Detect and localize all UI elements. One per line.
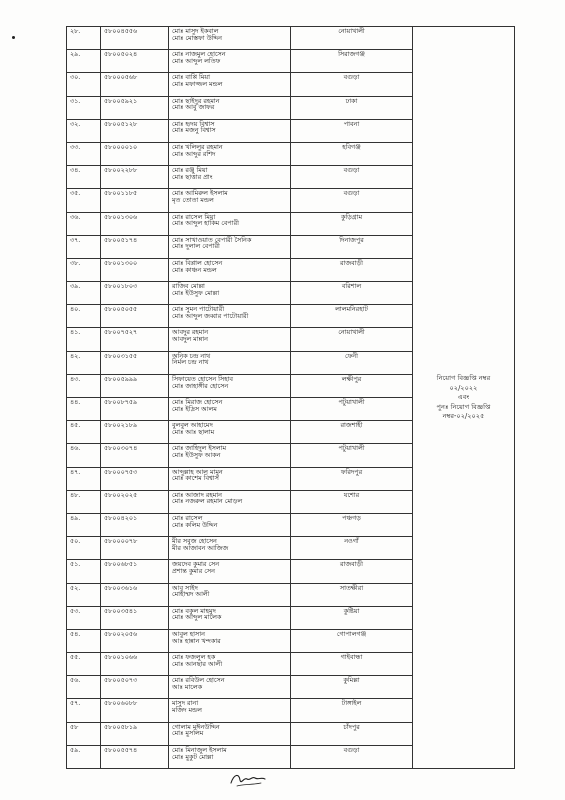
serial-cell: ৩২. <box>67 119 101 142</box>
candidate-name: সিফায়েত হোসেন সিহাব <box>172 374 233 383</box>
serial-cell: ৫৬. <box>67 676 101 699</box>
serial-cell: ৩৯. <box>67 282 101 305</box>
name-cell <box>169 745 291 768</box>
roll-cell: ৫৮০০৫৯২১ <box>101 96 169 119</box>
candidate-name: মোঃ জাহিদুল ইসলাম <box>172 444 227 453</box>
district-cell: লক্ষীপুর <box>291 374 413 397</box>
name-cell <box>169 351 291 374</box>
candidate-name: মোঃ বাপ্পি মিয়া <box>172 73 211 82</box>
roll-cell: ৫৮০০৫৯৯৯ <box>101 374 169 397</box>
serial-cell: ৩৭. <box>67 235 101 258</box>
name-cell <box>169 258 291 281</box>
father-name: মোঃ নজরুল রহমান মোড়ল <box>172 497 243 506</box>
father-name: মোঃ কাঞ্চন মন্ডল <box>172 265 217 274</box>
name-cell <box>169 606 291 629</box>
name-cell <box>169 96 291 119</box>
serial-cell: ৫৩. <box>67 606 101 629</box>
district-cell: পঞ্চগড় <box>291 513 413 536</box>
serial-cell: ৪২. <box>67 351 101 374</box>
name-cell <box>169 27 291 50</box>
candidate-name: মোঃ ফজলুল হক <box>172 653 216 662</box>
candidate-name: মোঃ বিপ্লাল হোসেন <box>172 258 223 267</box>
district-cell: নওগাঁ <box>291 537 413 560</box>
serial-cell: ২৮. <box>67 27 101 50</box>
father-name: মোঃ দুলাল বেপারী <box>172 242 220 251</box>
candidate-name: আবুল হাসান <box>172 629 205 638</box>
district-cell: গাইবান্ধা <box>291 653 413 676</box>
name-cell <box>169 189 291 212</box>
name-cell <box>169 676 291 699</box>
district-cell: ঢাকা <box>291 96 413 119</box>
roll-cell: ৫৮০০৩১৫৫ <box>101 351 169 374</box>
father-name: মোঃ কলিম উদ্দিন <box>172 520 218 529</box>
roll-cell: ৫৮০০১১৮৫ <box>101 189 169 212</box>
name-cell <box>169 444 291 467</box>
district-cell: ফরিদপুর <box>291 467 413 490</box>
district-cell: পটুয়াখালী <box>291 444 413 467</box>
name-cell <box>169 305 291 328</box>
serial-cell: ৫০. <box>67 537 101 560</box>
serial-cell: ৪৯. <box>67 513 101 536</box>
district-cell: বরিশাল <box>291 282 413 305</box>
district-cell: পটুয়াখালী <box>291 398 413 421</box>
district-cell: বগুড়া <box>291 189 413 212</box>
candidate-table <box>66 26 515 769</box>
serial-cell: ৪৫. <box>67 421 101 444</box>
candidate-name: মোঃ আজাদ রহমান <box>172 490 222 499</box>
serial-cell: ৪৬. <box>67 444 101 467</box>
candidate-name: মোঃ ছাইদুর রহমান <box>172 96 220 105</box>
district-cell: রাজবাড়ী <box>291 258 413 281</box>
candidate-name: মাসুদ রানা <box>172 699 199 708</box>
roll-cell: ৫৮০০০০১০ <box>101 142 169 165</box>
roll-cell: ৫৮০০২১৮৯ <box>101 421 169 444</box>
note-line5: নম্বর-০২/২০২৫ <box>442 412 485 421</box>
serial-cell: ৫৮ <box>67 722 101 745</box>
roll-cell: ৫৮০০০০৭৮ <box>101 537 169 560</box>
name-cell <box>169 142 291 165</box>
roll-cell: ৫৮০০০৭৫৩ <box>101 467 169 490</box>
roll-cell: ৫৮০০৩৬১৬ <box>101 583 169 606</box>
roll-cell: ৫৮০০৩০৭৪ <box>101 444 169 467</box>
father-name: মোঃ ইউসুফ আকন <box>172 451 221 460</box>
name-cell <box>169 328 291 351</box>
serial-cell: ৩১. <box>67 96 101 119</box>
father-name: আঃ হান্নান খন্দকার <box>172 636 221 645</box>
serial-cell: ৪৪. <box>67 398 101 421</box>
father-name: আঃ মালেক <box>172 682 203 691</box>
margin-dot <box>12 36 15 39</box>
roll-cell: ৫৮০০০৫৬৮ <box>101 73 169 96</box>
father-name: মোঃ মোস্তফা উদ্দিন <box>172 33 222 42</box>
district-cell: দিনাজপুর <box>291 235 413 258</box>
father-name: আবদুল মান্নান <box>172 335 208 344</box>
candidate-name: বুলবুল আহামেদ <box>172 421 213 430</box>
roll-cell: ৫৮০০২২৮৮ <box>101 166 169 189</box>
father-name: মোঃ কাশেম বিশ্বাস <box>172 474 219 483</box>
candidate-name: মোঃ সাখাওয়াত বেপারী সৈনিক <box>172 235 252 244</box>
serial-cell: ৩৫. <box>67 189 101 212</box>
name-cell <box>169 583 291 606</box>
table-row <box>67 27 515 50</box>
candidate-name: মোঃ মাসুদ ইকবাল <box>172 27 219 35</box>
candidate-name: মোঃ আমিরুল ইসলাম <box>172 189 228 198</box>
roll-cell: ৫৮০০১৮০৩ <box>101 282 169 305</box>
father-name: মোঃ জাহাঙ্গীর হোসেন <box>172 381 229 390</box>
serial-cell: ৩০. <box>67 73 101 96</box>
district-cell: রাজশাহী <box>291 421 413 444</box>
father-name: মোঃ আব্দুল লতিফ <box>172 56 221 65</box>
signature-mark <box>228 768 268 790</box>
roll-cell: ৫৮০০৫১২৮ <box>101 119 169 142</box>
name-cell <box>169 212 291 235</box>
roll-cell: ৫৮০০৫০২৪ <box>101 50 169 73</box>
district-cell: টাঙ্গাইল <box>291 699 413 722</box>
father-name: মোঃ মুকুট মোল্লা <box>172 752 214 761</box>
father-name: মোঃ আঃ ছালাম <box>172 427 215 436</box>
district-cell: কুড়িগ্রাম <box>291 212 413 235</box>
roll-cell: ৫৮০০৮৭৫৯ <box>101 398 169 421</box>
district-cell: সিরাজগঞ্জ <box>291 50 413 73</box>
candidate-name: জয়দেব কুমার সেন <box>172 560 220 569</box>
name-cell <box>169 73 291 96</box>
name-cell <box>169 722 291 745</box>
candidate-name: মোঃ নাজমুল হোসেন <box>172 50 226 59</box>
name-cell <box>169 398 291 421</box>
candidate-table-body <box>67 27 515 769</box>
district-cell: লালমনিরহাট <box>291 305 413 328</box>
father-name: মোঃ ইদ্রিস আলম <box>172 404 217 413</box>
candidate-name: অনিক চন্দ্র নাথ <box>172 351 211 360</box>
father-name: নির্মল চন্দ্র নাথ <box>172 358 209 367</box>
father-name: মোহাম্মদ আলী <box>172 590 210 599</box>
name-cell <box>169 537 291 560</box>
serial-cell: ৪১. <box>67 328 101 351</box>
father-name: মোঃ আব্দুল জব্বার পাটোয়ারী <box>172 311 249 320</box>
name-cell <box>169 166 291 189</box>
candidate-name: মোঃ খলিলুর রহমান <box>172 142 223 151</box>
district-cell: কুমিল্লা <box>291 676 413 699</box>
district-cell: বগুড়া <box>291 166 413 189</box>
roll-cell: ৫৮০০৬০৮৮ <box>101 699 169 722</box>
serial-cell: ৫৯. <box>67 745 101 768</box>
father-name: মোঃ মুসলিম <box>172 729 204 738</box>
note-line4: পুনঃ নিয়োগ বিজ্ঞপ্তি <box>436 402 491 411</box>
candidate-name: মোঃ মিনাজুল ইসলাম <box>172 745 227 754</box>
candidate-name: মোঃ রাসেল <box>172 513 203 522</box>
district-cell: রাজবাড়ী <box>291 560 413 583</box>
serial-cell: ৫৪. <box>67 629 101 652</box>
roll-cell: ৫৮০০৭৫২৭ <box>101 328 169 351</box>
candidate-name: মোঃ সুমন পাটোয়ারী <box>172 305 225 314</box>
district-cell: কুষ্টিয়া <box>291 606 413 629</box>
roll-cell: ৫৮০০৪৫৫৬ <box>101 27 169 50</box>
district-cell: হবিগঞ্জ <box>291 142 413 165</box>
name-cell <box>169 282 291 305</box>
name-cell <box>169 421 291 444</box>
father-name: মোঃ আব্দুর রশিদ <box>172 149 216 158</box>
father-name: প্রশান্ত কুমার সেন <box>172 567 215 576</box>
serial-cell: ৪০. <box>67 305 101 328</box>
name-cell <box>169 490 291 513</box>
note-line2: ০২/২০২২ <box>449 383 478 392</box>
district-cell: নোয়াখালী <box>291 27 413 50</box>
district-cell: নোয়াখালী <box>291 328 413 351</box>
name-cell <box>169 699 291 722</box>
father-name: মৃত তোতা মন্ডল <box>172 196 214 205</box>
name-cell <box>169 629 291 652</box>
serial-cell: ৩৮. <box>67 258 101 281</box>
district-cell: যশোর <box>291 490 413 513</box>
note-line3: এবং <box>457 393 470 402</box>
roll-cell: ৫৮০০৫০৭৩ <box>101 676 169 699</box>
district-cell: ফেনী <box>291 351 413 374</box>
serial-cell: ২৯. <box>67 50 101 73</box>
candidate-name: আব্দুল্লাহ আল মামুন <box>172 467 223 476</box>
father-name: মোঃ ইউসুফ মোল্লা <box>172 288 220 297</box>
roll-cell: ৫৮০০২০৫৬ <box>101 629 169 652</box>
district-cell: বগুড়া <box>291 73 413 96</box>
name-cell <box>169 560 291 583</box>
name-cell <box>169 374 291 397</box>
name-cell <box>169 119 291 142</box>
serial-cell: ৫৫. <box>67 653 101 676</box>
serial-cell: ৪৮. <box>67 490 101 513</box>
candidate-name: মোঃ মিরাজ হোসেন <box>172 398 223 406</box>
candidate-name: মোঃ রাসেল মিয়া <box>172 212 216 221</box>
father-name: মোঃ মফাজ্জল মন্ডল <box>172 80 223 89</box>
roll-cell: ৫৮০০৫০৫৫ <box>101 305 169 328</box>
district-cell: চাঁদপুর <box>291 722 413 745</box>
father-name: মোঃ আব্দুল মালেক <box>172 613 222 622</box>
name-cell <box>169 653 291 676</box>
note-line1: নিয়োগ বিজ্ঞপ্তি নম্বর <box>436 374 491 383</box>
serial-cell: ৩৪. <box>67 166 101 189</box>
father-name: মোঃ আব্দুল হাকিম বেপারী <box>172 219 239 228</box>
district-cell: বগুড়া <box>291 745 413 768</box>
name-cell <box>169 467 291 490</box>
district-cell: সাতক্ষীরা <box>291 583 413 606</box>
candidate-name: আবদুর রহমান <box>172 328 209 337</box>
roll-cell: ৫৮০০১০৬৬ <box>101 653 169 676</box>
father-name: মোঃ মজনু বিশ্বাস <box>172 126 216 135</box>
father-name: মোঃ আনছার আলী <box>172 659 223 668</box>
candidate-name: মীর সবুজ হোসেন <box>172 537 217 546</box>
candidate-name: মোঃ বকুল মাহমুদ <box>172 606 216 615</box>
candidate-name: মোঃ হৃদয় বিশ্বাস <box>172 119 215 128</box>
serial-cell: ৩৬. <box>67 212 101 235</box>
candidate-name: মোঃ রবিউল হোসেন <box>172 676 225 685</box>
serial-cell: ৫১. <box>67 560 101 583</box>
candidate-name: আবু সাইদ <box>172 583 198 592</box>
father-name: মোঃ ছাত্তার প্রাং <box>172 172 213 181</box>
candidate-name: মোঃ রঞ্জু মিয়া <box>172 166 208 175</box>
candidate-name: রাজিব মোল্লা <box>172 282 205 291</box>
candidate-name: গোলাম মঈনউদ্দিন <box>172 722 220 731</box>
name-cell <box>169 50 291 73</box>
roll-cell: ৫৮০০৪২০১ <box>101 513 169 536</box>
district-cell: গোপালগঞ্জ <box>291 629 413 652</box>
roll-cell: ৫৮০০২০২৫ <box>101 490 169 513</box>
serial-cell: ৫৭. <box>67 699 101 722</box>
serial-cell: ৪৩. <box>67 374 101 397</box>
roll-cell: ৫৮০০৩৫৪১ <box>101 606 169 629</box>
serial-cell: ৫২. <box>67 583 101 606</box>
roll-cell: ৫৮০০১৩০০ <box>101 258 169 281</box>
father-name: মীর আজাবন আজিজ <box>172 543 229 552</box>
roll-cell: ৫৮০০৬৮৫১ <box>101 560 169 583</box>
district-cell: পাবনা <box>291 119 413 142</box>
serial-cell: ৩৩. <box>67 142 101 165</box>
name-cell <box>169 513 291 536</box>
serial-cell: ৪৭. <box>67 467 101 490</box>
recruitment-note-cell <box>413 27 515 769</box>
roll-cell: ৫৮০০৫৮১৯ <box>101 722 169 745</box>
name-cell <box>169 235 291 258</box>
roll-cell: ৫৮০০৫১৭৪ <box>101 235 169 258</box>
father-name: মোঃ আবু জাফর <box>172 103 215 112</box>
roll-cell: ৫৮০০১৩০৬ <box>101 212 169 235</box>
roll-cell: ৫৮০০৫৫৭৪ <box>101 745 169 768</box>
father-name: মজিদ মন্ডল <box>172 706 202 715</box>
